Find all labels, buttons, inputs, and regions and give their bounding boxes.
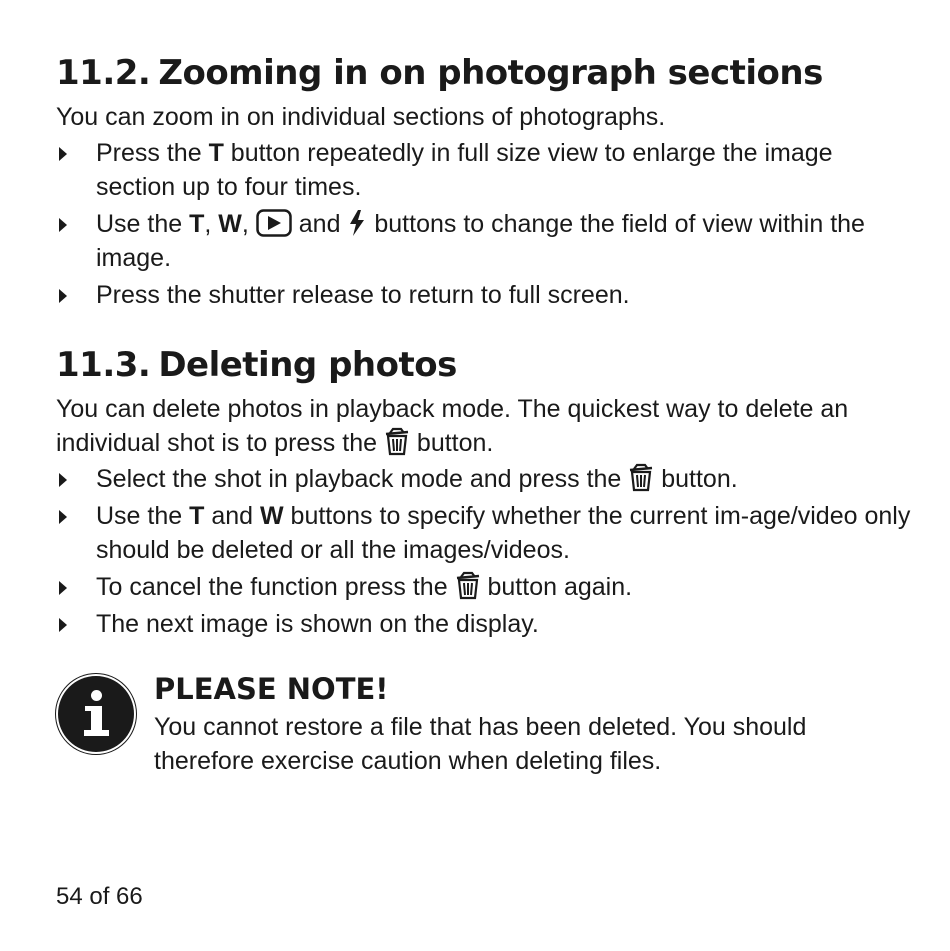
section-number: 11.2.: [56, 53, 151, 93]
bullet-list: [56, 462, 916, 641]
key-t: T: [189, 502, 205, 530]
section-number: 11.3.: [56, 345, 151, 385]
list-item: Press the T button repeatedly in full size view to enlarge the image section up to four times.: [56, 136, 916, 204]
list-item: Use the T, W, and buttons to change the field of view within the image.: [56, 207, 916, 275]
list-item: To cancel the function press the button again.: [56, 570, 916, 604]
key-t: T: [208, 139, 224, 167]
section-heading-zoom: [56, 50, 916, 96]
triangle-bullet-icon: [59, 473, 67, 487]
triangle-bullet-icon: [59, 510, 67, 524]
note-box: [56, 668, 916, 788]
key-w: W: [218, 210, 242, 238]
page-number: 54 of 66: [56, 883, 143, 910]
trash-icon: [455, 570, 481, 600]
flash-icon: [347, 209, 367, 237]
list-item: Use the T and W buttons to specify whether the current im-age/video only should be deleted or all the images/videos.: [56, 499, 916, 567]
section-title: Zooming in on photograph sections: [158, 53, 823, 93]
key-t: T: [189, 210, 205, 238]
triangle-bullet-icon: [59, 218, 67, 232]
triangle-bullet-icon: [59, 147, 67, 161]
list-item: The next image is shown on the display.: [56, 607, 916, 641]
info-icon: [58, 676, 134, 752]
trash-icon: [384, 426, 410, 456]
play-button-icon: [256, 209, 292, 237]
bullet-list: [56, 136, 916, 312]
triangle-bullet-icon: [59, 581, 67, 595]
list-item: Select the shot in playback mode and press the button.: [56, 462, 916, 496]
trash-icon: [628, 462, 654, 492]
list-item: Press the shutter release to return to full screen.: [56, 278, 916, 312]
section-title: Deleting photos: [158, 345, 457, 385]
triangle-bullet-icon: [59, 618, 67, 632]
intro-text: You can delete photos in playback mode. The quickest way to delete an individual shot is to press the button.: [56, 395, 849, 457]
intro-text: You can zoom in on individual sections of photographs.: [56, 103, 666, 131]
note-body: You cannot restore a file that has been deleted. You should therefore exercise caution when deleting files.: [154, 713, 807, 775]
triangle-bullet-icon: [59, 289, 67, 303]
section-heading-delete: [56, 342, 916, 388]
key-w: W: [260, 502, 284, 530]
page-content: [56, 50, 916, 644]
note-title: PLEASE NOTE!: [154, 672, 389, 706]
